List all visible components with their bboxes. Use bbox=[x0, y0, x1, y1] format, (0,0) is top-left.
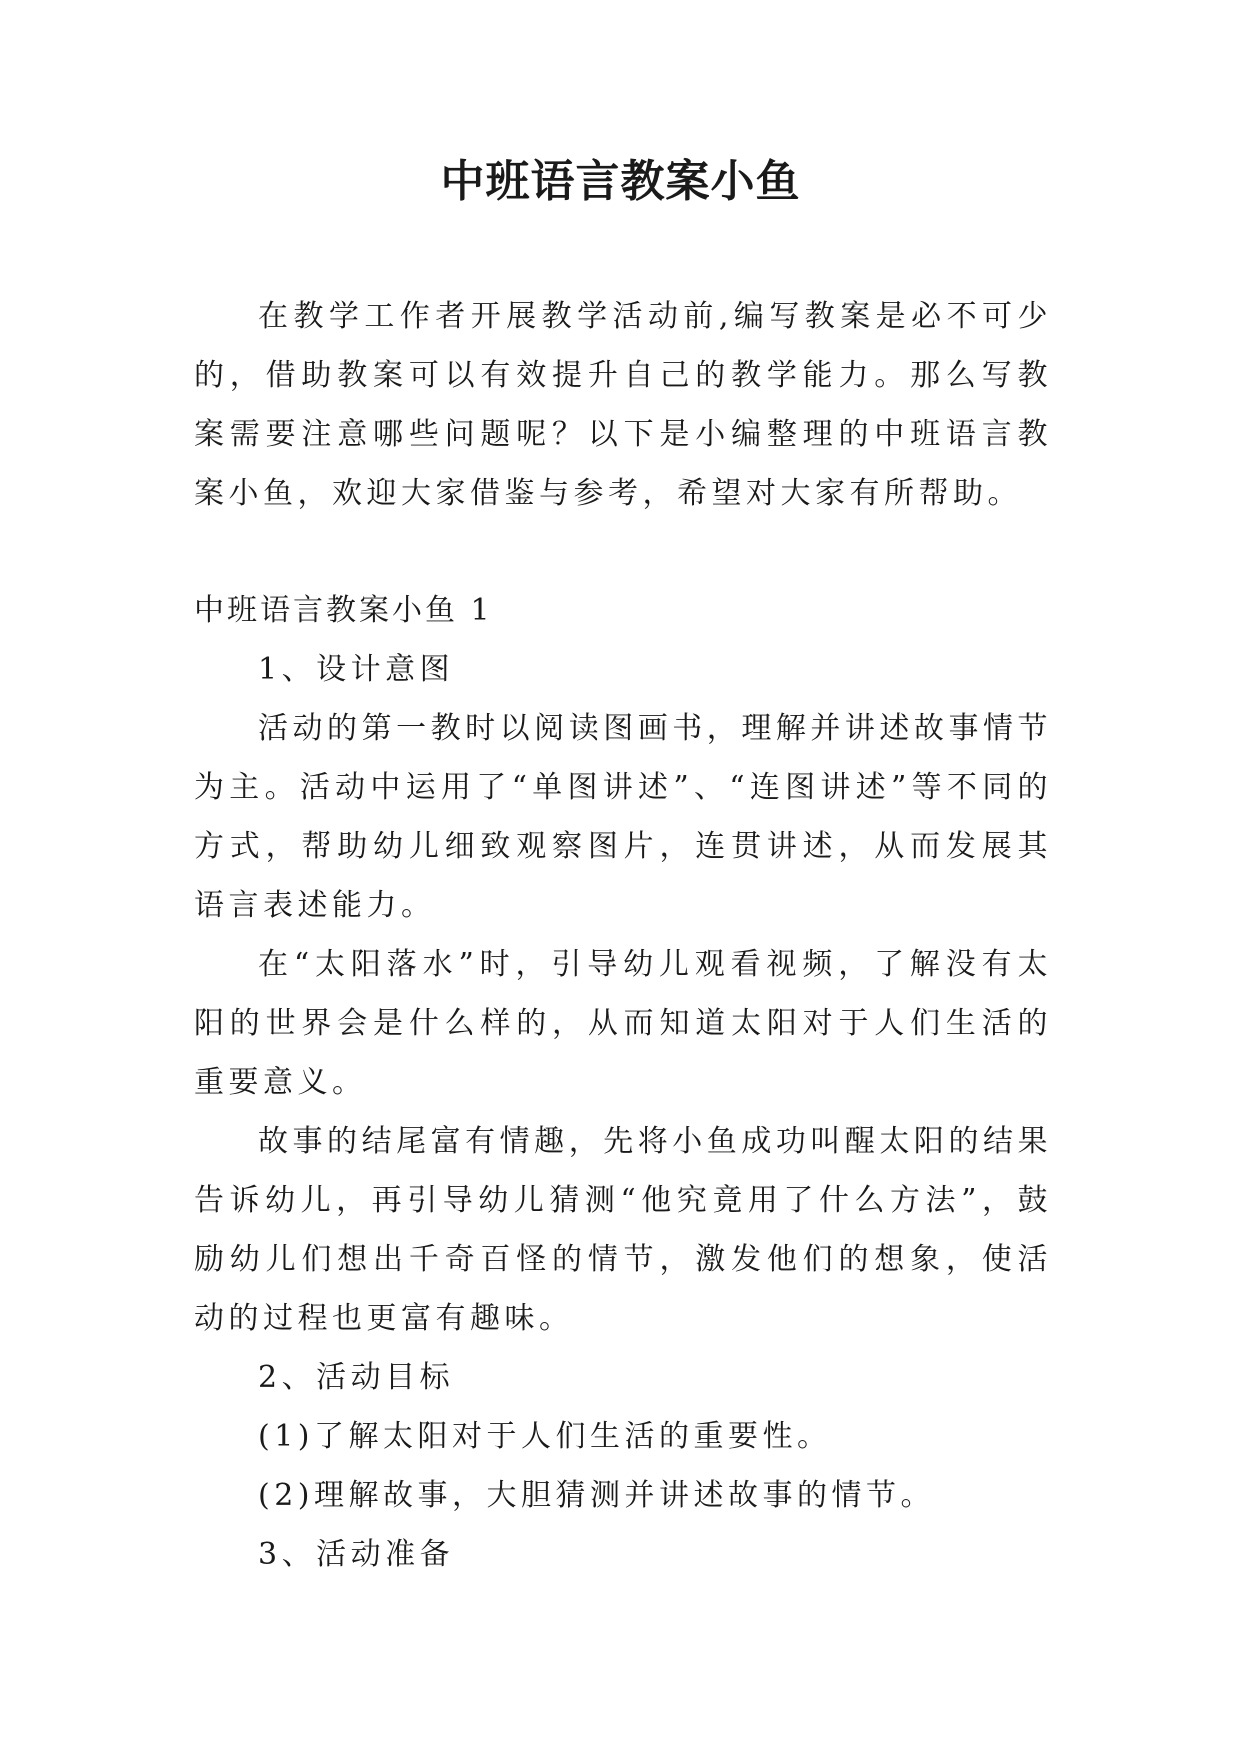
section-heading: 中班语言教案小鱼 1 bbox=[194, 593, 493, 628]
intro-paragraph: 在教学工作者开展教学活动前,编写教案是必不可少的，借助教案可以有效提升自己的教学能力。那么写教案需要注意哪些问题呢？以下是小编整理的中班语言教案小鱼，欢迎大家借鉴与参考，希望对大家有所帮助。 bbox=[194, 299, 1052, 511]
subheading-activity-preparation: 3、活动准备 bbox=[258, 1537, 455, 1572]
paragraph: 在“太阳落水”时，引导幼儿观看视频，了解没有太阳的世界会是什么样的，从而知道太阳对于人们生活的重要意义。 bbox=[194, 947, 1052, 1100]
goal-item: (2)理解故事，大胆猜测并讲述故事的情节。 bbox=[258, 1478, 935, 1513]
subheading-design-intent: 1、设计意图 bbox=[258, 652, 455, 687]
document-title: 中班语言教案小鱼 bbox=[440, 156, 801, 207]
section-content bbox=[194, 640, 1052, 1584]
paragraph: 活动的第一教时以阅读图画书，理解并讲述故事情节为主。活动中运用了“单图讲述”、“连图讲述”等不同的方式，帮助幼儿细致观察图片，连贯讲述，从而发展其语言表述能力。 bbox=[194, 711, 1052, 923]
subheading-activity-goals: 2、活动目标 bbox=[258, 1360, 455, 1395]
goal-item: (1)了解太阳对于人们生活的重要性。 bbox=[258, 1419, 832, 1454]
paragraph: 故事的结尾富有情趣，先将小鱼成功叫醒太阳的结果告诉幼儿，再引导幼儿猜测“他究竟用了什么方法”，鼓励幼儿们想出千奇百怪的情节，激发他们的想象，使活动的过程也更富有趣味。 bbox=[194, 1124, 1052, 1336]
